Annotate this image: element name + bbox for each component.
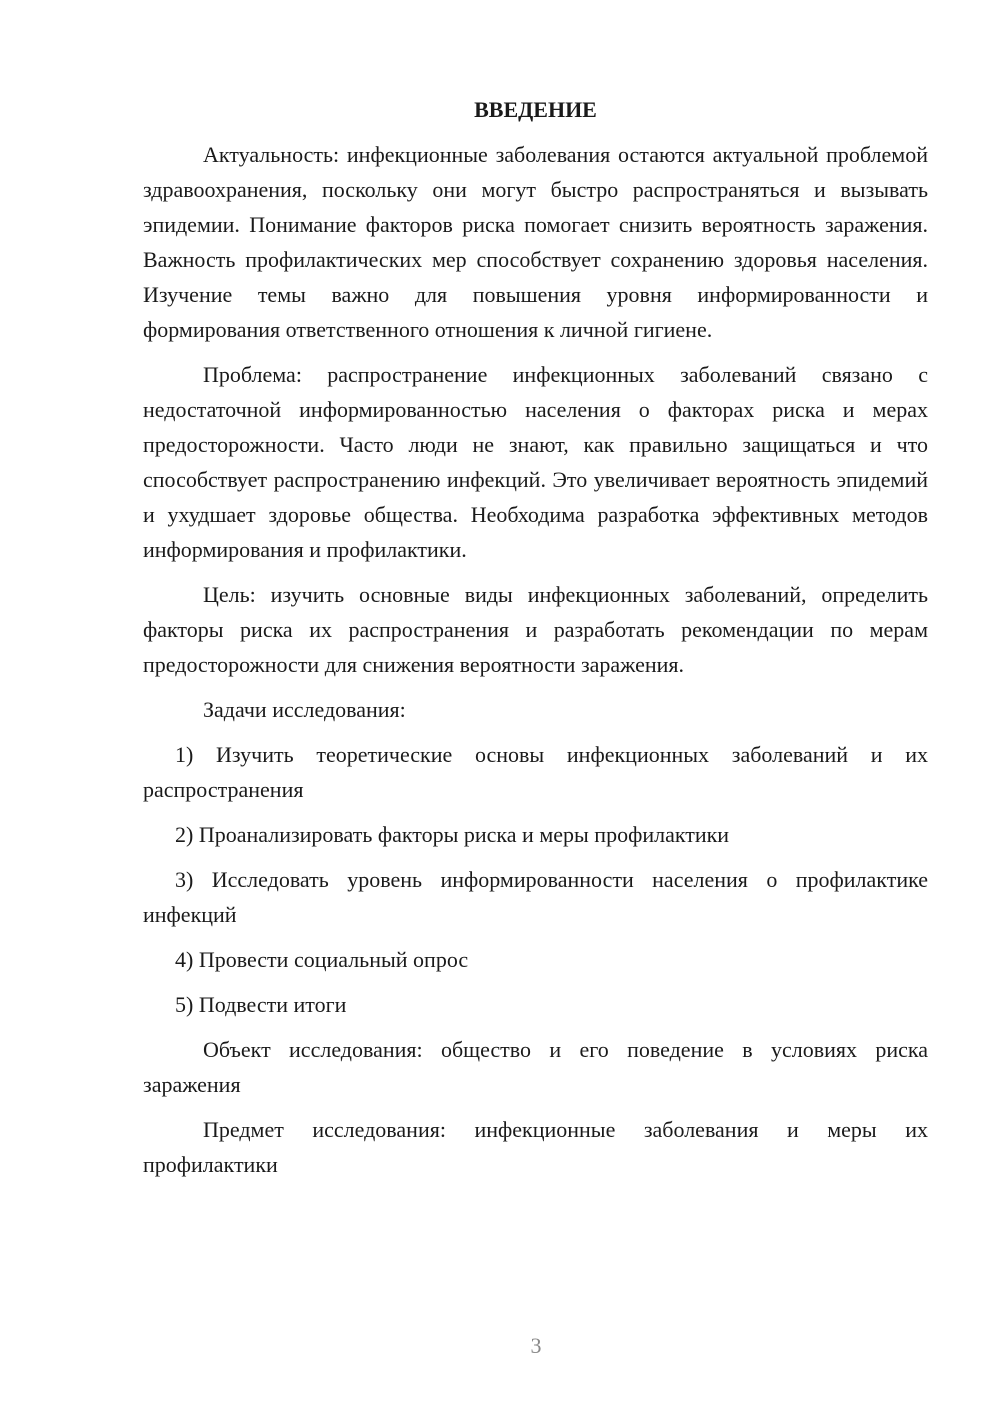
list-item: 1) Изучить теоретические основы инфекционных заболеваний и их распространения <box>143 742 928 802</box>
problem-paragraph: Проблема: распространение инфекционных заболеваний связано с недостаточной информированностью населения о факторах риска и мерах предосторожности. Часто люди не знают, как правильно защищаться и что способствует распространению инфекций. Это увеличивает вероятность эпидемий и ухудшает здоровье общества. Необходима разработка эффективных методов информирования и профилактики. <box>143 362 928 562</box>
list-item: 2) Проанализировать факторы риска и меры профилактики <box>175 822 730 847</box>
object-paragraph: Объект исследования: общество и его поведение в условиях риска заражения <box>143 1037 928 1097</box>
subject-paragraph: Предмет исследования: инфекционные заболевания и меры их профилактики <box>143 1117 928 1177</box>
tasks-title: Задачи исследования: <box>203 697 406 722</box>
list-item: 5) Подвести итоги <box>175 992 347 1017</box>
relevance-paragraph: Актуальность: инфекционные заболевания остаются актуальной проблемой здравоохранения, поскольку они могут быстро распространяться и вызывать эпидемии. Понимание факторов риска помогает снизить вероятность заражения. Важность профилактических мер способствует сохранению здоровья населения. Изучение темы важно для повышения уровня информированности и формирования ответственного отношения к личной гигиене. <box>143 142 928 342</box>
list-item: 3) Исследовать уровень информированности населения о профилактике инфекций <box>143 867 928 927</box>
list-item: 4) Провести социальный опрос <box>175 947 469 972</box>
page-number: 3 <box>530 1333 542 1358</box>
goal-paragraph: Цель: изучить основные виды инфекционных заболеваний, определить факторы риска их распространения и разработать рекомендации по мерам предосторожности для снижения вероятности заражения. <box>143 582 928 677</box>
document-page <box>143 92 928 1192</box>
tasks-list <box>143 737 928 1022</box>
page-title: ВВЕДЕНИЕ <box>474 97 597 122</box>
